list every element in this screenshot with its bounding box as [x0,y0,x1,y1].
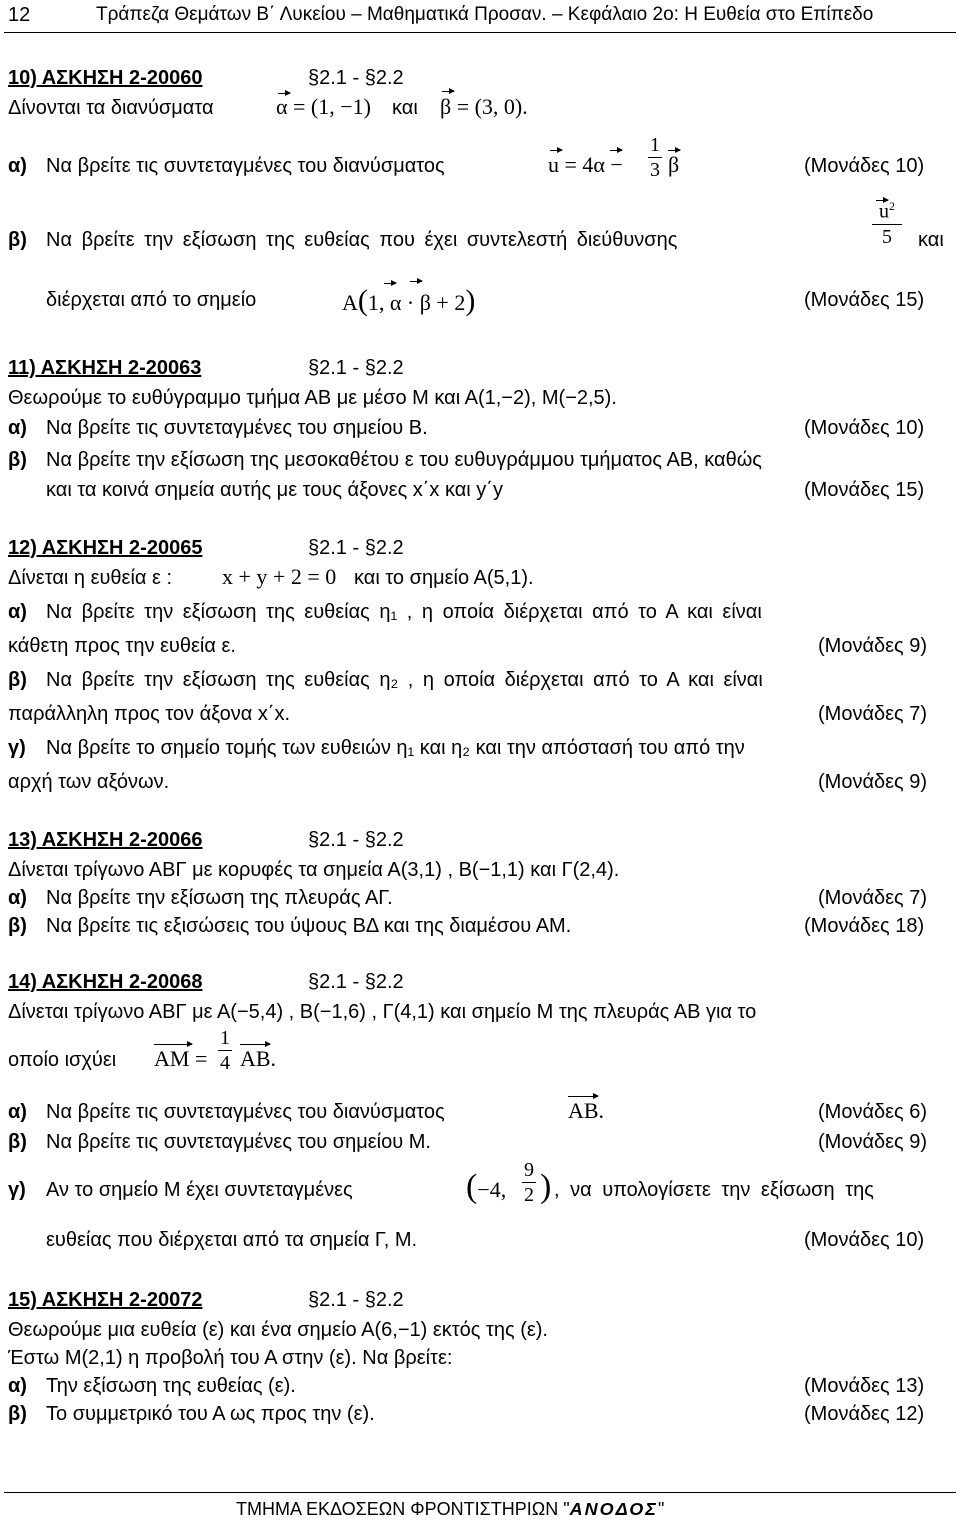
vector-arrow [154,1044,192,1045]
ex13-b-text: Να βρείτε τις εξισώσεις του ύψους ΒΔ και της διαμέσου ΑΜ. [46,915,572,937]
ex13-b-points: (Μονάδες 18) [804,915,925,937]
ex10-b-label: β) [8,229,27,251]
ex12-c-text: Να βρείτε το σημείο τομής των ευθειών η₁ και η₂ και την απόστασή του από την [46,737,745,759]
ex11-intro: Θεωρούμε το ευθύγραμμο τμήμα ΑΒ με μέσο Μ και Α(1,−2), Μ(−2,5). [8,387,617,409]
ex14-b-points: (Μονάδες 9) [818,1131,928,1153]
ex13-sections: §2.1 - §2.2 [308,829,404,851]
header-rule [4,32,956,33]
ex12-heading: 12) ΑΣΚΗΣΗ 2-20065 [8,537,203,559]
footer-rule [4,1492,956,1493]
ex14-c-points: (Μονάδες 10) [804,1229,925,1251]
ex11-b-text: Να βρείτε την εξίσωση της μεσοκαθέτου ε του ευθυγράμμου τμήματος ΑΒ, καθώς [46,449,762,471]
point-a-def: Α(1, α · β + 2) [342,284,476,317]
ex14-c-text: Αν το σημείο Μ έχει συντεταγμένες [46,1179,353,1201]
ex12-b-text2: παράλληλη προς τον άξονα x΄x. [8,703,291,725]
vector-arrow [876,200,888,201]
ex12-c-text2: αρχή των αξόνων. [8,771,170,793]
ex12-c-points: (Μονάδες 9) [818,771,928,793]
ex12-a-text: Να βρείτε την εξίσωση της ευθείας η₁ , η οποία διέρχεται από το Α και είναι [46,601,762,623]
ex12-b-points: (Μονάδες 7) [818,703,928,725]
ex12-intro-a: Δίνεται η ευθεία ε : [8,567,173,589]
ex10-heading: 10) ΑΣΚΗΣΗ 2-20060 [8,67,203,89]
ex14-m-coords: (−4, [466,1168,507,1205]
ex10-b-text2: διέρχεται από το σημείο [46,289,257,311]
ex12-intro-b: και το σημείο Α(5,1). [354,567,534,589]
ex14-a-text: Να βρείτε τις συντεταγμένες του διανύσματος [46,1101,445,1123]
ex15-intro: Θεωρούμε μια ευθεία (ε) και ένα σημείο Α(6,−1) εκτός της (ε). [8,1319,548,1341]
fraction-u-squared-over-5: $u^2$ 5 [872,200,902,247]
ex14-b-text: Να βρείτε τις συντεταγμένες του σημείου Μ. [46,1131,431,1153]
ex11-b-points: (Μονάδες 15) [804,479,925,501]
page-header-title: Τράπεζα Θεμάτων Β΄ Λυκείου – Μαθηματικά Προσαν. – Κεφάλαιο 2ο: Η Ευθεία στο Επίπεδο [96,4,874,25]
vector-beta: β [668,152,680,177]
ex14-a-ab-vector: ΑΒ. [568,1098,605,1123]
ex12-line-equation: x + y + 2 = 0 [222,564,337,589]
ex15-b-text: Το συμμετρικό του Α ως προς την (ε). [46,1403,375,1425]
ex11-sections: §2.1 - §2.2 [308,357,404,379]
ex11-b-text2: και τα κοινά σημεία αυτής με τους άξονες x΄x και y΄y [46,479,503,501]
ex14-am-vector: ΑΜ = [154,1046,208,1071]
ex14-intro: Δίνεται τρίγωνο ΑΒΓ με Α(−5,4) , Β(−1,6) , Γ(4,1) και σημείο Μ της πλευράς ΑΒ για το [8,1001,757,1023]
ex13-a-points: (Μονάδες 7) [818,887,928,909]
vector-arrow [384,283,396,284]
ex15-intro2: Έστω Μ(2,1) η προβολή του Α στην (ε). Να βρείτε: [8,1347,453,1369]
vector-arrow [278,93,290,94]
ex12-b-label: β) [8,669,27,691]
ex10-b-kai: και [918,229,944,251]
fraction-one-quarter: 1 4 [220,1027,230,1074]
page-number: 12 [8,4,31,26]
ex13-b-label: β) [8,915,27,937]
vector-u-eq: u = 4α − [548,152,623,177]
ex15-b-label: β) [8,1403,27,1425]
vector-arrow [240,1044,270,1045]
ex10-a-points: (Μονάδες 10) [804,155,925,177]
ex11-b-label: β) [8,449,27,471]
ex14-ab-vector: ΑΒ. [240,1046,277,1071]
ex14-a-label: α) [8,1101,27,1123]
vector-b-def: β = (3, 0). [440,94,528,119]
ex15-a-points: (Μονάδες 13) [804,1375,925,1397]
ex12-b-text: Να βρείτε την εξίσωση της ευθείας η₂ , η οποία διέρχεται από το Α και είναι [46,669,763,691]
ex14-c-text-b: , να υπολογίσετε την εξίσωση της [554,1179,874,1201]
ex13-a-label: α) [8,887,27,909]
ex10-a-text: Να βρείτε τις συντεταγμένες του διανύσματος [46,155,445,177]
ex14-b-label: β) [8,1131,27,1153]
ex15-sections: §2.1 - §2.2 [308,1289,404,1311]
ex14-c-label: γ) [8,1179,26,1201]
ex11-a-text: Να βρείτε τις συντεταγμένες του σημείου Β. [46,417,428,439]
ex10-sections: §2.1 - §2.2 [308,67,404,89]
ex14-c-text2: ευθείας που διέρχεται από τα σημεία Γ, Μ. [46,1229,418,1251]
footer-brand: ΑΝΟΔΟΣ [569,1499,658,1519]
ex12-a-text2: κάθετη προς την ευθεία ε. [8,635,236,657]
ex12-c-label: γ) [8,737,26,759]
ex12-sections: §2.1 - §2.2 [308,537,404,559]
ex14-heading: 14) ΑΣΚΗΣΗ 2-20068 [8,971,203,993]
ex15-a-label: α) [8,1375,27,1397]
ex13-heading: 13) ΑΣΚΗΣΗ 2-20066 [8,829,203,851]
ex15-heading: 15) ΑΣΚΗΣΗ 2-20072 [8,1289,203,1311]
footer-end: " [657,1499,665,1519]
footer-label: ΤΜΗΜΑ ΕΚΔΟΣΕΩΝ ΦΡΟΝΤΙΣΤΗΡΙΩΝ " [236,1499,570,1519]
ex11-a-label: α) [8,417,27,439]
fraction-one-third: 1 3 [650,134,660,181]
ex10-b-text: Να βρείτε την εξίσωση της ευθείας που έχει συντελεστή διεύθυνσης [46,229,678,251]
footer-text [236,1500,664,1518]
fraction-nine-halves: 9 2 [524,1159,534,1206]
ex10-a-label: α) [8,155,27,177]
ex14-a-points: (Μονάδες 6) [818,1101,928,1123]
vector-a-def: α = (1, −1) [276,94,371,119]
vector-arrow [610,150,622,151]
ex14-m-coords-close: ) [540,1168,552,1205]
ex12-a-label: α) [8,601,27,623]
vector-arrow [410,281,422,282]
ex15-a-text: Την εξίσωση της ευθείας (ε). [46,1375,296,1397]
ex10-b-points: (Μονάδες 15) [804,289,925,311]
ex14-sections: §2.1 - §2.2 [308,971,404,993]
ex15-b-points: (Μονάδες 12) [804,1403,925,1425]
ex10-intro-a: Δίνονται τα διανύσματα [8,97,214,119]
ex14-intro2: οποίο ισχύει [8,1049,117,1071]
vector-arrow [568,1096,598,1097]
ex11-a-points: (Μονάδες 10) [804,417,925,439]
ex13-intro: Δίνεται τρίγωνο ΑΒΓ με κορυφές τα σημεία Α(3,1) , Β(−1,1) και Γ(2,4). [8,859,620,881]
ex13-a-text: Να βρείτε την εξίσωση της πλευράς ΑΓ. [46,887,393,909]
vector-arrow [550,150,562,151]
vector-arrow [442,91,454,92]
vector-arrow [668,150,680,151]
ex10-intro-b: και [392,97,418,119]
ex12-a-points: (Μονάδες 9) [818,635,928,657]
ex11-heading: 11) ΑΣΚΗΣΗ 2-20063 [8,357,202,379]
